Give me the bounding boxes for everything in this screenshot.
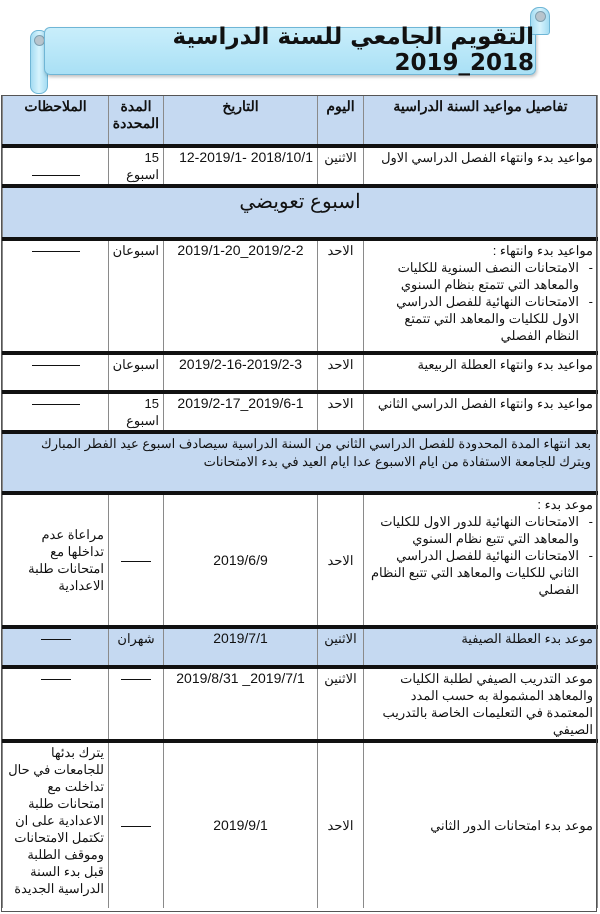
row-notes: يترك بدئها للجامعات في حال تداخلت مع امتحانات طلبة الاعدادية على ان تكتمل الامتحانات وموقف الطلبة قبل بدء السنة الدراسية الجديدة — [3, 743, 109, 908]
row-date: 2019/2-16-2019/2-3 — [164, 355, 318, 392]
row-date — [164, 148, 318, 186]
empty-dash — [121, 561, 151, 562]
details-list — [368, 259, 593, 344]
row-date: 2019/7/1_ 2019/8/31 — [164, 669, 318, 741]
row-notes — [3, 148, 109, 186]
row-details: مواعيد بدء وانتهاء الفصل الدراسي الثاني — [364, 394, 598, 432]
table-row — [3, 669, 598, 741]
row-details: مواعيد بدء وانتهاء العطلة الربيعية — [364, 355, 598, 392]
row-notes — [3, 669, 109, 741]
row-notes — [3, 394, 109, 432]
row-date-text: 2018/10/1 -12-2019/1 — [179, 149, 313, 165]
duration-number: 15 — [144, 396, 159, 411]
row-duration — [109, 148, 164, 186]
row-day: الاحد — [318, 743, 364, 908]
header-day: اليوم — [318, 95, 364, 146]
row-duration — [109, 394, 164, 432]
table-row — [3, 355, 598, 392]
row-notes: مراعاة عدم تداخلها مع امتحانات طلبة الاعدادية — [3, 495, 109, 627]
row-notes — [3, 241, 109, 353]
row-date: 2019/7/1 — [164, 629, 318, 667]
page-title: التقويم الجامعي للسنة الدراسية 2018_2019 — [172, 24, 534, 76]
table-row — [3, 629, 598, 667]
row-details: موعد التدريب الصيفي لطلبة الكليات والمعاهد المشمولة به حسب المدد المعتمدة في التعليمات الخاصة بالتدريب الصيفي — [364, 669, 598, 741]
details-list — [368, 513, 593, 598]
empty-dash — [32, 404, 80, 405]
row-duration — [109, 743, 164, 908]
row-notes — [3, 355, 109, 392]
row-date: 2019/6/9 — [164, 495, 318, 627]
header-duration: المدة المحددة — [109, 95, 164, 146]
row-day: الاثنين — [318, 148, 364, 186]
empty-dash — [41, 679, 71, 680]
table-header-row — [3, 95, 598, 146]
empty-dash — [32, 175, 80, 176]
row-day: الاحد — [318, 241, 364, 353]
row-day: الاحد — [318, 495, 364, 627]
table-row — [3, 495, 598, 627]
row-day: الاحد — [318, 355, 364, 392]
row-date: 2019/6-1_2019/2-17 — [164, 394, 318, 432]
compensation-week-row — [3, 188, 598, 239]
row-duration — [109, 495, 164, 627]
empty-dash — [121, 679, 151, 680]
row-day: الاثنين — [318, 669, 364, 741]
row-duration: اسبوعان — [109, 241, 164, 353]
empty-dash — [32, 365, 80, 366]
row-notes — [3, 629, 109, 667]
row-details: مواعيد بدء وانتهاء الفصل الدراسي الاول — [364, 148, 598, 186]
row-duration — [109, 669, 164, 741]
row-day: الاثنين — [318, 629, 364, 667]
details-intro: موعد بدء : — [537, 497, 593, 512]
duration-unit: اسبوع — [126, 413, 159, 428]
duration-unit: اسبوع — [126, 167, 159, 182]
empty-dash — [32, 251, 80, 252]
details-intro: مواعيد بدء وانتهاء : — [492, 243, 593, 258]
row-details — [364, 241, 598, 353]
title-banner — [30, 5, 550, 90]
compensation-week-label: اسبوع تعويضي — [3, 188, 598, 239]
details-list-item: - الامتحانات النصف السنوية للكليات والمعاهد التي تتمتع بنظام السنوي — [368, 259, 579, 293]
row-day: الاحد — [318, 394, 364, 432]
row-details: موعد بدء العطلة الصيفية — [364, 629, 598, 667]
duration-number: 15 — [144, 150, 159, 165]
empty-dash — [41, 639, 71, 640]
row-details: موعد بدء امتحانات الدور الثاني — [364, 743, 598, 908]
eid-note-row — [3, 434, 598, 493]
row-date: 2019/9/1 — [164, 743, 318, 908]
header-details: تفاصيل مواعيد السنة الدراسية — [364, 95, 598, 146]
details-list-item: - الامتحانات النهائية للفصل الدراسي الثاني للكليات والمعاهد التي تتبع النظام الفصلي — [368, 547, 579, 598]
empty-dash — [121, 826, 151, 827]
row-duration: اسبوعان — [109, 355, 164, 392]
details-list-item: - الامتحانات النهائية للفصل الدراسي الاول للكليات والمعاهد التي تتمتع النظام الفصلي — [368, 293, 579, 344]
table-row — [3, 743, 598, 908]
calendar-table — [2, 95, 598, 908]
row-duration: شهران — [109, 629, 164, 667]
header-notes: الملاحظات — [3, 95, 109, 146]
details-list-item: - الامتحانات النهائية للدور الاول للكليات والمعاهد التي تتبع نظام السنوي — [368, 513, 579, 547]
eid-note-text: بعد انتهاء المدة المحدودة للفصل الدراسي الثاني من السنة الدراسية سيصادف اسبوع عيد الفطر المبارك ويترك للجامعة الاستفادة من ايام الاسبوع عدا ايام العيد في بدء الامتحانات — [3, 434, 598, 493]
header-date: التاريخ — [164, 95, 318, 146]
table-row — [3, 148, 598, 186]
row-details — [364, 495, 598, 627]
table-row — [3, 241, 598, 353]
table-row — [3, 394, 598, 432]
row-date: 2019/2-2_2019/1-20 — [164, 241, 318, 353]
